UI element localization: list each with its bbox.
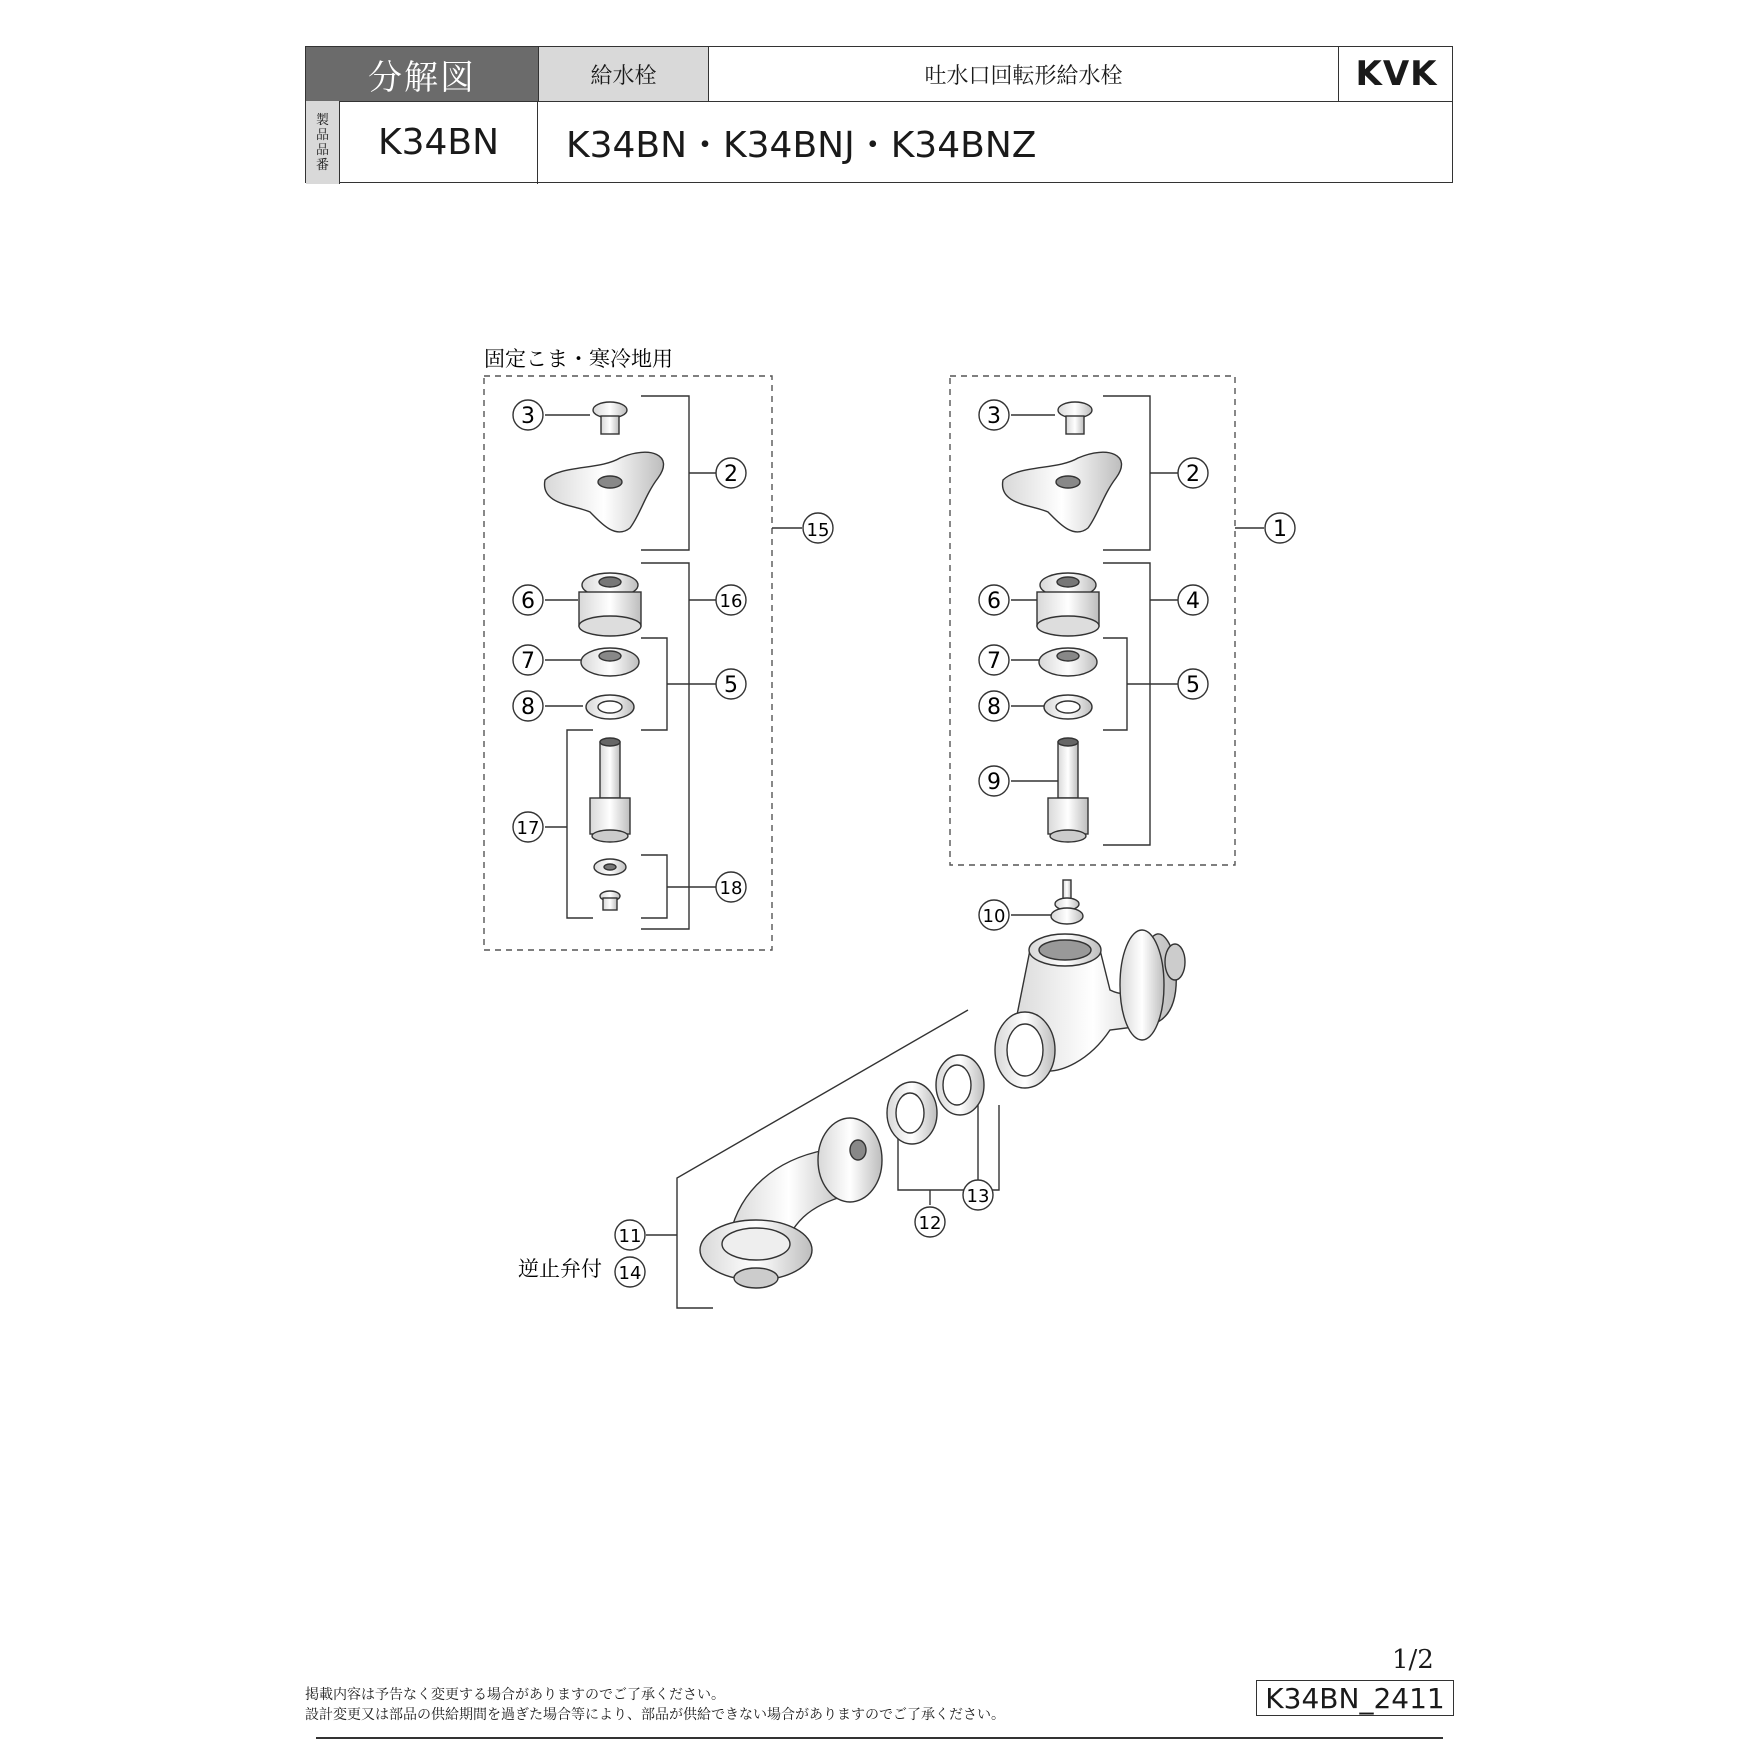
svg-text:10: 10 <box>982 906 1006 927</box>
svg-text:2: 2 <box>1186 462 1200 487</box>
footer-note-1: 掲載内容は予告なく変更する場合がありますのでご了承ください。 <box>305 1687 725 1703</box>
callout-left-18 <box>716 872 746 902</box>
check-valve-caption: 逆止弁付 <box>518 1257 602 1281</box>
svg-text:5: 5 <box>724 673 738 698</box>
callout-right-1 <box>1265 513 1295 543</box>
callout-right-2 <box>1178 458 1208 488</box>
document-id: K34BN_2411 <box>1256 1680 1454 1716</box>
callout-right-7 <box>979 645 1009 675</box>
svg-text:15: 15 <box>806 520 830 541</box>
document-title: 分解図 <box>306 47 538 101</box>
callout-left-17 <box>513 812 543 842</box>
svg-text:1: 1 <box>1273 517 1287 542</box>
svg-text:7: 7 <box>987 649 1001 674</box>
svg-text:8: 8 <box>987 695 1001 720</box>
svg-text:9: 9 <box>987 770 1001 795</box>
callout-left-5 <box>716 669 746 699</box>
footer-note-2: 設計変更又は部品の供給期間を過ぎた場合等により、部品が供給できない場合がありますのでご了承ください。 <box>305 1707 1005 1723</box>
callout-14 <box>615 1257 645 1287</box>
product-number-label: 製 品 品 番 <box>306 101 340 184</box>
svg-text:5: 5 <box>1186 673 1200 698</box>
callout-left-2 <box>716 458 746 488</box>
callout-left-8 <box>513 691 543 721</box>
svg-text:18: 18 <box>719 878 743 899</box>
callout-left-6 <box>513 585 543 615</box>
callout-11 <box>615 1220 645 1250</box>
svg-text:13: 13 <box>966 1186 990 1207</box>
callout-right-9 <box>979 766 1009 796</box>
callout-right-4 <box>1178 585 1208 615</box>
svg-text:2: 2 <box>724 462 738 487</box>
callout-12 <box>915 1207 945 1237</box>
callout-left-16 <box>716 585 746 615</box>
svg-text:11: 11 <box>618 1226 642 1247</box>
callout-left-7 <box>513 645 543 675</box>
product-code: K34BN <box>340 101 538 184</box>
left-group-parts <box>545 402 664 910</box>
model-list: K34BN・K34BNJ・K34BNZ <box>566 125 1037 166</box>
callout-right-6 <box>979 585 1009 615</box>
svg-text:6: 6 <box>987 589 1001 614</box>
bottom-rule <box>316 1737 1443 1739</box>
svg-text:12: 12 <box>918 1213 942 1234</box>
svg-text:6: 6 <box>521 589 535 614</box>
svg-text:16: 16 <box>719 591 743 612</box>
brand-logo: KVK <box>1338 47 1454 101</box>
svg-text:3: 3 <box>521 404 535 429</box>
category-label: 給水栓 <box>538 47 708 101</box>
svg-text:7: 7 <box>521 649 535 674</box>
callout-13 <box>963 1180 993 1210</box>
callout-left-3 <box>513 400 543 430</box>
callout-10 <box>979 900 1009 930</box>
product-name: 吐水口回転形給水栓 <box>708 47 1338 101</box>
svg-text:8: 8 <box>521 695 535 720</box>
svg-text:17: 17 <box>516 818 540 839</box>
callout-right-8 <box>979 691 1009 721</box>
callout-left-15 <box>803 513 833 543</box>
svg-text:14: 14 <box>618 1263 642 1284</box>
right-group-parts <box>1003 402 1122 842</box>
callout-right-5 <box>1178 669 1208 699</box>
left-group-caption: 固定こま・寒冷地用 <box>484 347 673 371</box>
svg-text:4: 4 <box>1186 589 1200 614</box>
callouts <box>513 400 1295 1287</box>
callout-right-3 <box>979 400 1009 430</box>
svg-text:3: 3 <box>987 404 1001 429</box>
page-number: 1/2 <box>1392 1645 1434 1675</box>
